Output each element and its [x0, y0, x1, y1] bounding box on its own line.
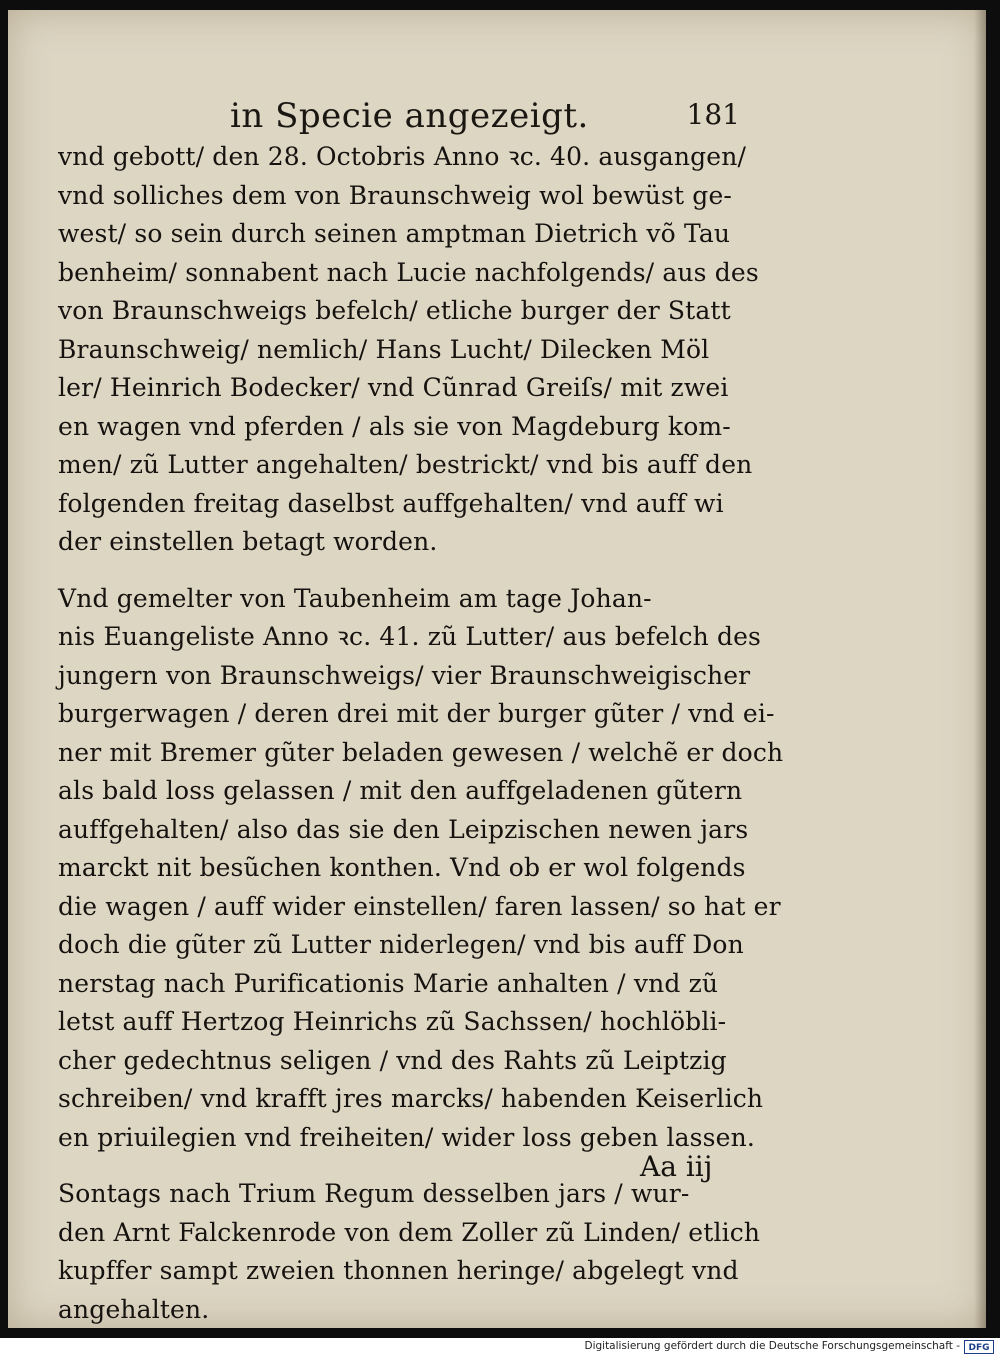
footer-bar — [0, 1338, 1000, 1357]
text-line: jungern von Braunschweigs/ vier Braunschweigischer — [58, 660, 751, 690]
text-line: men/ zũ Lutter angehalten/ bestrickt/ vnd bis auff den — [58, 450, 753, 479]
text-line: den Arnt Falckenrode von dem Zoller zũ Linden/ etlich — [58, 1217, 761, 1247]
paragraph-2 — [58, 580, 784, 1158]
text-line: schreiben/ vnd krafft jres marcks/ habenden Keiserlich — [58, 1084, 764, 1113]
text-line: auffgehalten/ also das sie den Leipzischen newen jars — [58, 814, 749, 844]
text-line: die wagen / auff wider einstellen/ faren lassen/ so hat er — [58, 891, 781, 921]
text-line: nis Euangeliste Anno ꝛc. 41. zũ Lutter/ aus befelch des — [58, 622, 762, 651]
page-number: 181 — [686, 98, 740, 131]
text-line: burgerwagen / deren drei mit der burger gũter / vnd ei- — [58, 699, 775, 728]
text-line: von Braunschweigs befelch/ etliche burger der Statt — [58, 296, 731, 325]
text-line: angehalten. — [58, 1294, 210, 1324]
text-line: cher gedechtnus seligen / vnd des Rahts zũ Leiptzig — [58, 1045, 727, 1075]
text-line: kupffer sampt zweien thonnen heringe/ abgelegt vnd — [58, 1256, 739, 1285]
text-line: ner mit Bremer gũter beladen gewesen / welchẽ er doch — [58, 737, 784, 767]
paragraph-3 — [58, 1175, 770, 1329]
text-line: vnd solliches dem von Braunschweig wol bewüst ge- — [58, 180, 733, 210]
text-line: der einstellen betagt worden. — [58, 527, 438, 556]
text-line: west/ so sein durch seinen amptman Dietrich võ Tau — [58, 219, 731, 248]
text-line: letst auff Hertzog Heinrichs zũ Sachssen/ hochlöbli- — [58, 1007, 727, 1036]
text-line: ler/ Heinrich Bodecker/ vnd Cũnrad Greiſs/ mit zwei — [58, 373, 729, 402]
text-line: en priuilegien vnd freiheiten/ wider loss geben lassen. — [58, 1122, 755, 1152]
paragraph-1 — [58, 138, 770, 562]
running-title: in Specie angezeigt. — [230, 96, 589, 136]
signature-mark: Aa iij — [640, 1150, 713, 1183]
text-line: Braunschweig/ nemlich/ Hans Lucht/ Dilecken Möl — [58, 334, 710, 364]
page-gutter-shadow — [974, 10, 986, 1328]
text-line: Sontags nach Trium Regum desselben jars / wur- — [58, 1179, 690, 1208]
text-line: folgenden freitag daselbst auffgehalten/ vnd auff wi — [58, 488, 724, 518]
text-line: nerstag nach Purificationis Marie anhalten / vnd zũ — [58, 968, 719, 998]
text-line: als bald loss gelassen / mit den auffgeladenen gũtern — [58, 776, 743, 805]
text-line: Vnd gemelter von Taubenheim am tage Johan- — [58, 583, 652, 613]
text-line: benheim/ sonnabent nach Lucie nachfolgends/ aus des — [58, 257, 759, 287]
text-line: vnd gebott/ den 28. Octobris Anno ꝛc. 40. ausgangen/ — [58, 142, 747, 171]
text-line: en wagen vnd pferden / als sie von Magdeburg kom- — [58, 411, 731, 441]
running-head — [230, 96, 750, 140]
dfg-logo-icon: DFG — [964, 1340, 994, 1354]
text-line: doch die gũter zũ Lutter niderlegen/ vnd bis auff Don — [58, 930, 744, 959]
funding-credit: Digitalisierung gefördert durch die Deutsche Forschungsgemeinschaft - — [584, 1340, 960, 1352]
paragraph-gap — [58, 562, 770, 580]
text-line: marckt nit besũchen konthen. Vnd ob er wol folgends — [58, 853, 746, 882]
